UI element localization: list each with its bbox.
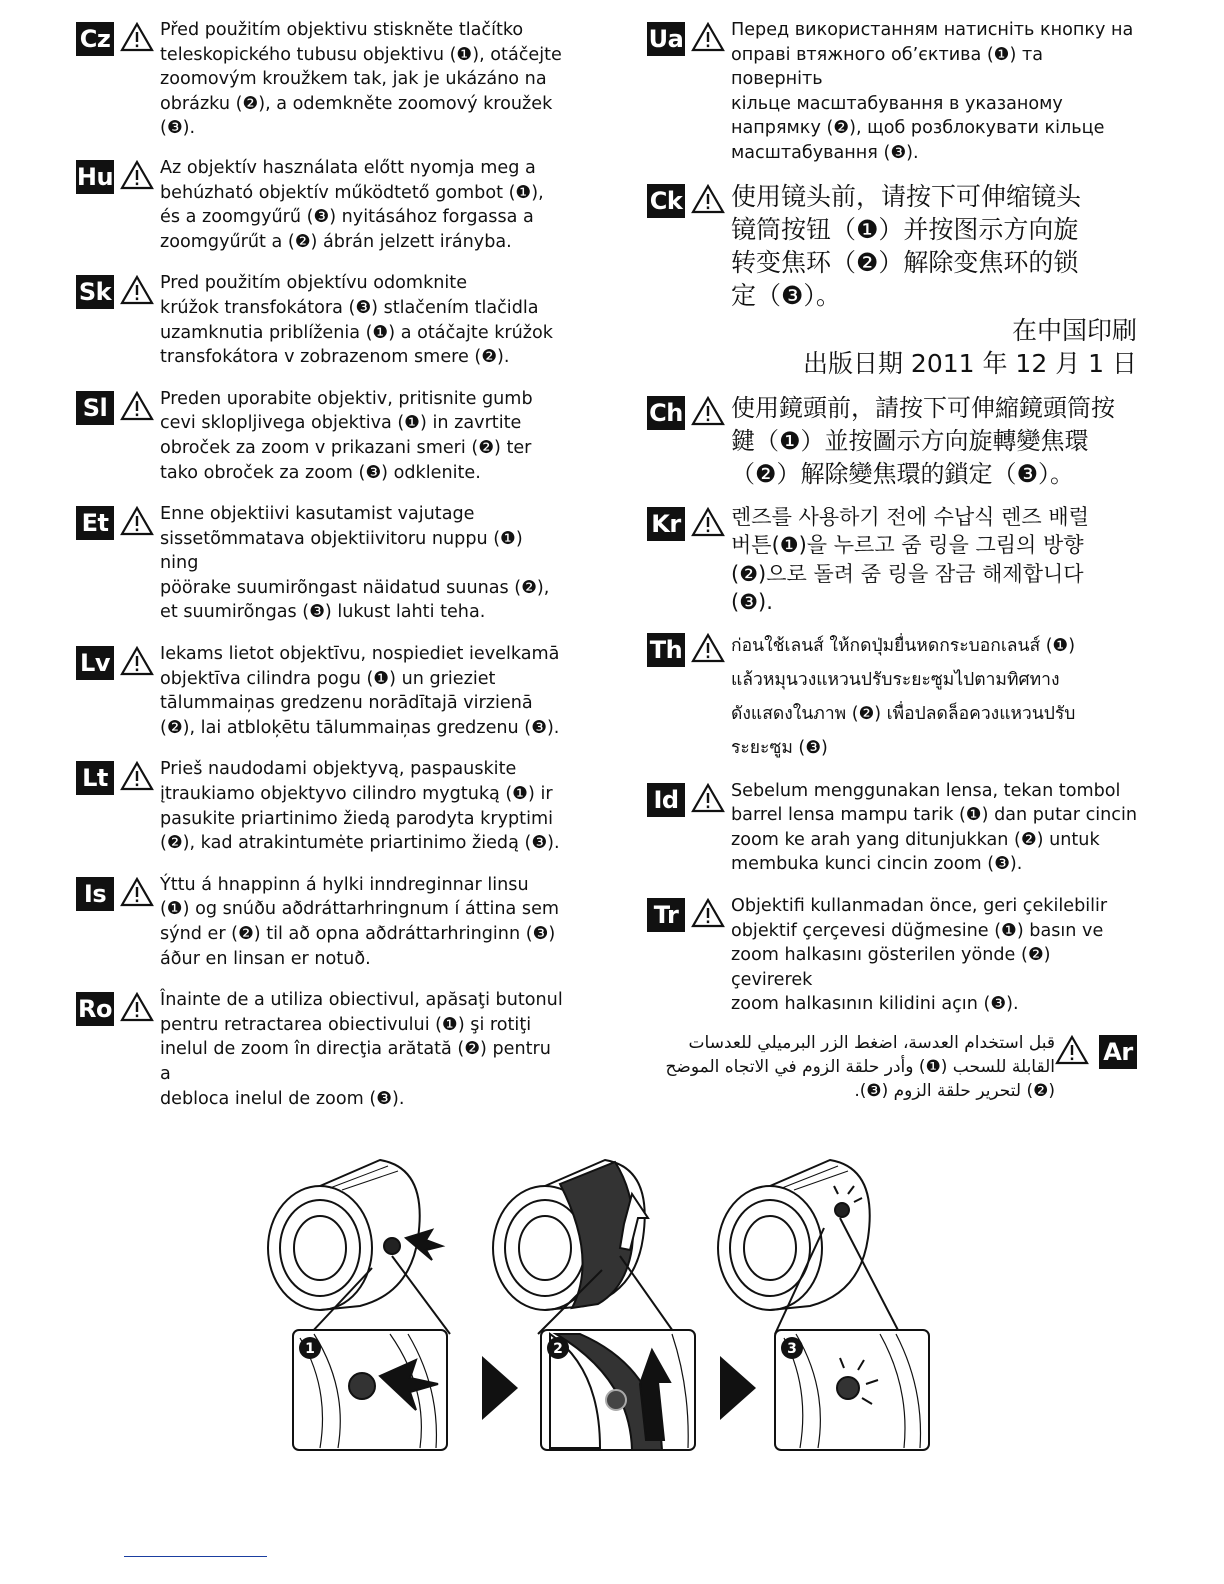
warning-triangle-icon <box>691 396 731 426</box>
warning-triangle-icon <box>691 22 731 52</box>
language-code-badge: Id <box>647 783 685 817</box>
warning-triangle-icon <box>120 992 160 1022</box>
footer-rule <box>124 1556 267 1557</box>
language-code-badge: Ch <box>647 396 685 430</box>
warning-triangle-icon <box>120 160 160 190</box>
lens-unlock-illustration <box>260 1138 950 1458</box>
language-entry-ar <box>647 1031 1137 1103</box>
instruction-text: Înainte de a utiliza obiectivul, apăsaţi butonul pentru retractarea obiectivului (❶) şi rotiţi inelul de zoom în direcţia arătată (❷) pentru a debloca inelul de zoom (❸). <box>160 990 563 1109</box>
language-code-badge: Sk <box>76 275 114 309</box>
warning-triangle-icon <box>120 506 160 536</box>
step-badge-1 <box>299 1337 321 1359</box>
language-entry-ro <box>76 988 566 1111</box>
warning-triangle-icon <box>691 507 731 537</box>
language-code-badge: Ar <box>1099 1035 1137 1069</box>
instruction-text: Prieš naudodami objektyvą, paspauskite įtraukiamo objektyvo cilindro mygtuką (❶) ir pasukite priartinimo žiedą parodyta kryptimi (❷), kad atrakintumėte priartinimo žiedą (❸). <box>160 759 560 854</box>
language-entry-hu <box>76 156 566 254</box>
play-arrow-icon <box>720 1356 756 1420</box>
language-code-badge: Th <box>647 633 685 667</box>
print-imprint: 在中国印刷 出版日期 2011 年 12 月 1 日 <box>802 315 1137 378</box>
language-code-badge: Lv <box>76 646 114 680</box>
language-code-badge: Cz <box>76 22 114 56</box>
step-number: 2 <box>553 1341 563 1357</box>
instruction-text: قبل استخدام العدسة، اضغط الزر البرميلي للعدسات القابلة للسحب (❶) وأدر حلقة الزوم في الاتجاه الموضح (❷) لتحرير حلقة الزوم (❸). <box>665 1032 1055 1101</box>
warning-triangle-icon <box>120 877 160 907</box>
step-number: 1 <box>305 1341 315 1357</box>
language-entry-cz <box>76 18 566 141</box>
left-column <box>76 18 566 1111</box>
warning-triangle-icon <box>120 646 160 676</box>
language-entry-ch <box>647 392 1137 491</box>
language-entry-kr <box>647 503 1137 617</box>
language-code-badge: Kr <box>647 507 685 541</box>
warning-triangle-icon <box>120 761 160 791</box>
step-number: 3 <box>787 1341 797 1357</box>
language-entry-ua <box>647 18 1137 166</box>
language-code-badge: Sl <box>76 391 114 425</box>
lens-illustration-1 <box>268 1160 450 1334</box>
instruction-text: ก่อนใช้เลนส์ ให้กดปุ่มยื่นหดกระบอกเลนส์ (❶) แล้วหมุนวงแหวนปรับระยะซูมไปตามทิศทาง ดังแสดงในภาพ (❷) เพื่อปลดล็อควงแหวนปรับ ระยะซูม (❸) <box>731 635 1076 758</box>
instruction-text: Az objektív használata előtt nyomja meg a behúzható objektív működtető gombot (❶), és a zoomgyűrű (❸) nyitásához forgassa a zoomgyűrűt a (❷) ábrán jelzett irányba. <box>160 157 544 252</box>
instruction-text: Před použitím objektivu stiskněte tlačítko teleskopického tubusu objektivu (❶), otáčejte zoomovým kroužkem tak, jak je ukázáno na obrázku (❷), a odemkněte zoomový kroužek (❸). <box>160 20 562 139</box>
language-entry-sk <box>76 271 566 369</box>
play-arrow-icon <box>482 1356 518 1420</box>
language-entry-lt <box>76 757 566 855</box>
instruction-text: 使用鏡頭前，請按下可伸縮鏡頭筒按 鍵（❶）並按圖示方向旋轉變焦環 （❷）解除變焦環的鎖定（❸）。 <box>731 393 1115 488</box>
instruction-text: 렌즈를 사용하기 전에 수납식 렌즈 배럴 버튼(❶)을 누르고 줌 링을 그림의 방향 (❷)으로 돌려 줌 링을 잠금 해제합니다 (❸). <box>731 504 1089 615</box>
warning-triangle-icon <box>120 22 160 52</box>
instruction-text: Preden uporabite objektiv, pritisnite gumb cevi sklopljivega objektiva (❶) in zavrtite obroček za zoom v prikazani smeri (❷) ter tako obroček za zoom (❸) odklenite. <box>160 388 533 483</box>
warning-triangle-icon <box>1055 1035 1095 1065</box>
language-code-badge: Is <box>76 877 114 911</box>
language-code-badge: Ro <box>76 992 114 1026</box>
step-badge-2 <box>547 1337 569 1359</box>
warning-triangle-icon <box>691 633 731 663</box>
language-code-badge: Tr <box>647 898 685 932</box>
language-entry-is <box>76 873 566 971</box>
instruction-text: Pred použitím objektívu odomknite krúžok transfokátora (❸) stlačením tlačidla uzamknutia priblíženia (❶) a otáčajte krúžok transfokátora v zobrazenom smere (❷). <box>160 273 553 368</box>
language-code-badge: Ua <box>647 22 685 56</box>
warning-triangle-icon <box>120 391 160 421</box>
language-entry-lv <box>76 642 566 740</box>
language-entry-tr <box>647 894 1137 1017</box>
language-entry-id <box>647 779 1137 877</box>
language-entry-sl <box>76 387 566 485</box>
lens-illustration-3 <box>718 1160 900 1334</box>
warning-triangle-icon <box>691 898 731 928</box>
language-code-badge: Et <box>76 506 114 540</box>
language-entry-th <box>647 629 1137 765</box>
instruction-text: Sebelum menggunakan lensa, tekan tombol barrel lensa mampu tarik (❶) dan putar cincin zoom ke arah yang ditunjukkan (❷) untuk membuka kunci cincin zoom (❸). <box>731 780 1138 875</box>
instruction-text: Enne objektiivi kasutamist vajutage sissetõmmatava objektiivitoru nuppu (❶) ning pöörake suumirõngast näidatud suunas (❷), et suumirõngas (❸) lukust lahti teha. <box>160 504 550 623</box>
warning-triangle-icon <box>120 275 160 305</box>
language-entry-ck <box>647 180 1137 312</box>
warning-triangle-icon <box>691 184 731 214</box>
instruction-text: Iekams lietot objektīvu, nospiediet ievelkamā objektīva cilindra pogu (❶) un grieziet tālummaiņas gredzenu norādītajā virzienā (❷), lai atbloķētu tālummaiņas gredzenu (❸). <box>160 644 560 738</box>
instruction-text: Перед використанням натисніть кнопку на оправі втяжного об’єктива (❶) та поверніть кільце масштабування в указаному напрямку (❷), щоб розблокувати кільце масштабування (❸). <box>731 20 1134 163</box>
language-code-badge: Lt <box>76 761 114 795</box>
lens-illustration-2 <box>493 1160 675 1334</box>
language-code-badge: Hu <box>76 160 114 194</box>
instruction-text: Objektifi kullanmadan önce, geri çekilebilir objektif çerçevesi düğmesine (❶) basın ve zoom halkasını gösterilen yönde (❷) çevirerek zoom halkasının kilidini açın (❸). <box>731 895 1108 1015</box>
language-entry-et <box>76 502 566 625</box>
right-column <box>647 18 1137 1103</box>
instruction-text: Ýttu á hnappinn á hylki inndreginnar linsu (❶) og snúðu aðdráttarhringnum í áttina sem sýnd er (❷) til að opna aðdráttarhringinn (❸) áður en linsan er notuð. <box>160 874 560 969</box>
instruction-text: 使用镜头前，请按下可伸缩镜头 镜筒按钮（❶）并按图示方向旋 转变焦环（❷）解除变焦环的锁 定（❸）。 <box>731 181 1082 310</box>
language-code-badge: Ck <box>647 184 685 218</box>
step-badge-3 <box>781 1337 803 1359</box>
warning-triangle-icon <box>691 783 731 813</box>
